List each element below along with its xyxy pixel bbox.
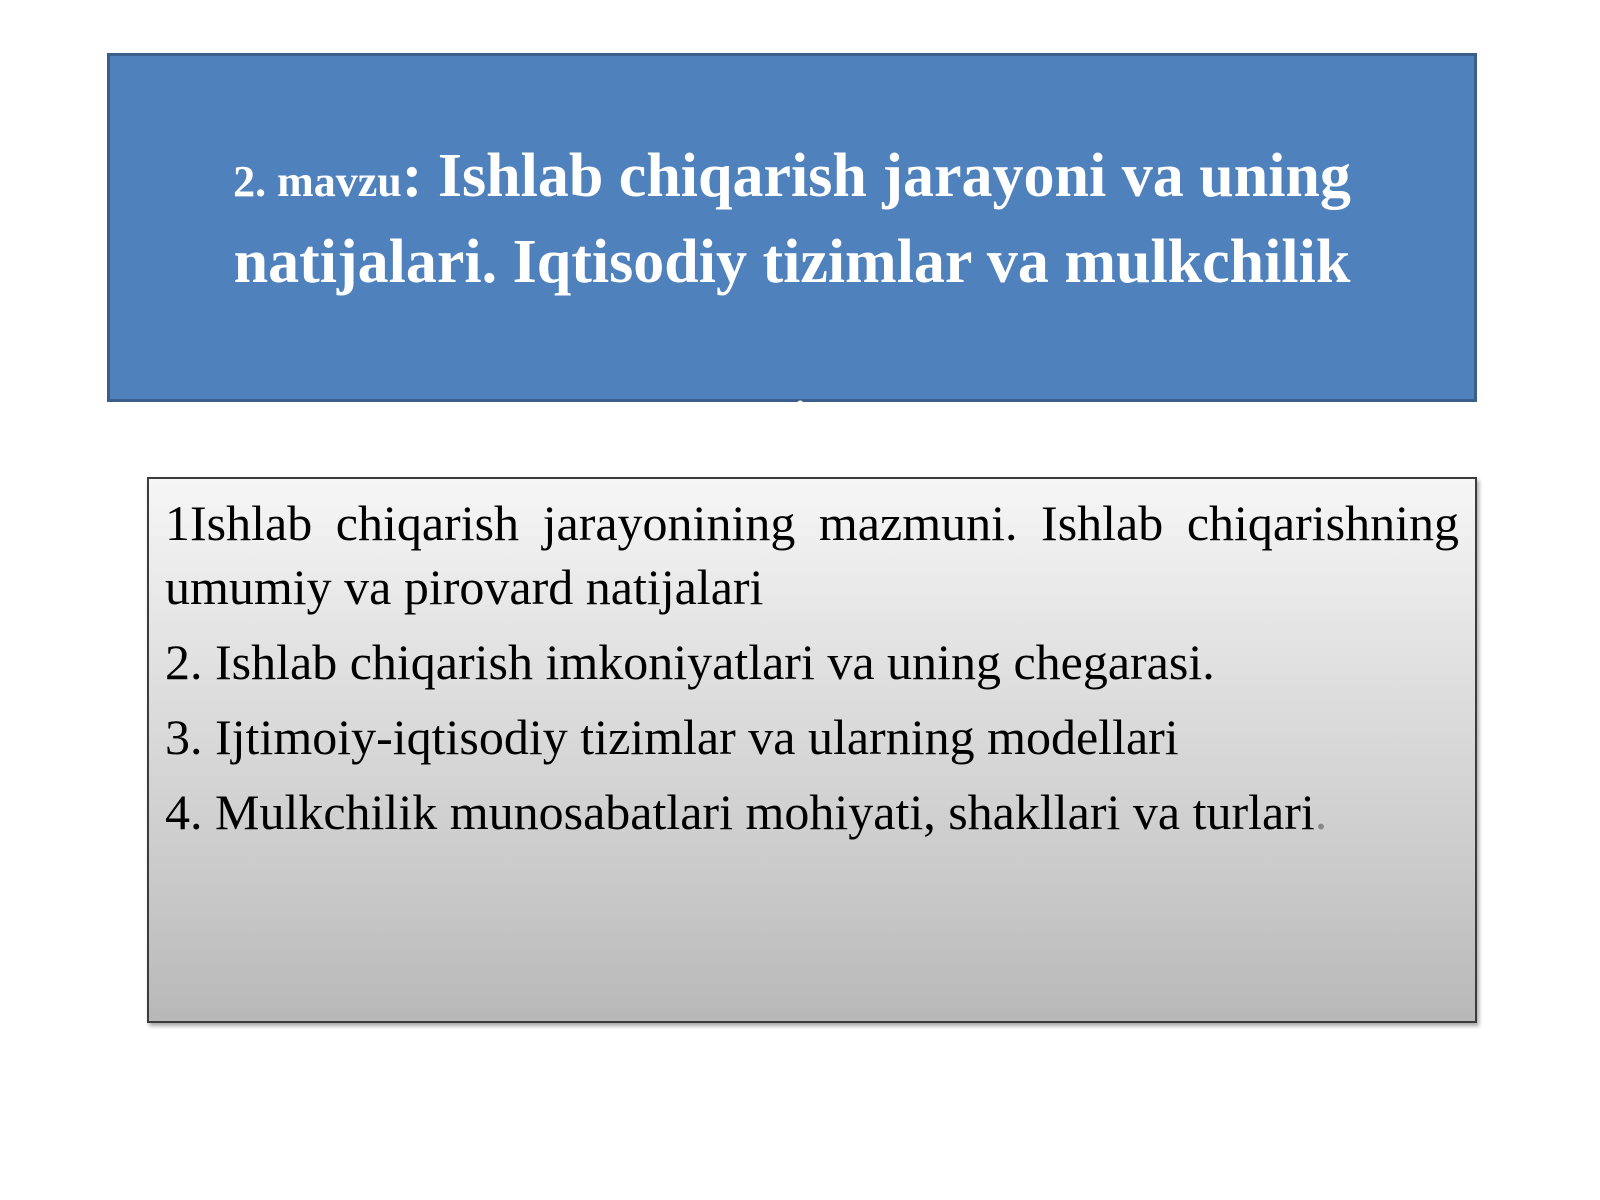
topic-title: : Ishlab chiqarish jarayoni va uning natijalari. Iqtisodiy tizimlar va mulkchilik (233, 142, 1351, 296)
plan-item-1: 1Ishlab chiqarish jarayonining mazmuni. Ishlab chiqarishning umumiy va pirovard natijalari (165, 495, 1459, 615)
plan-list-box (147, 477, 1477, 1023)
plan-item-4 (165, 780, 1459, 844)
plan-item-4-period: . (1314, 784, 1328, 840)
topic-number-label: 2. mavzu (233, 157, 402, 206)
plan-item-3: 3. Ijtimoiy-iqtisodiy tizimlar va ularning modellari (165, 709, 1179, 765)
plan-heading: Reja: (743, 394, 841, 440)
plan-item-4-text: 4. Mulkchilik munosabatlari mohiyati, shakllari va turlari (165, 784, 1315, 840)
slide-title (110, 136, 1474, 302)
title-banner (107, 53, 1477, 440)
plan-item-2: 2. Ishlab chiqarish imkoniyatlari va uning chegarasi. (165, 634, 1215, 690)
